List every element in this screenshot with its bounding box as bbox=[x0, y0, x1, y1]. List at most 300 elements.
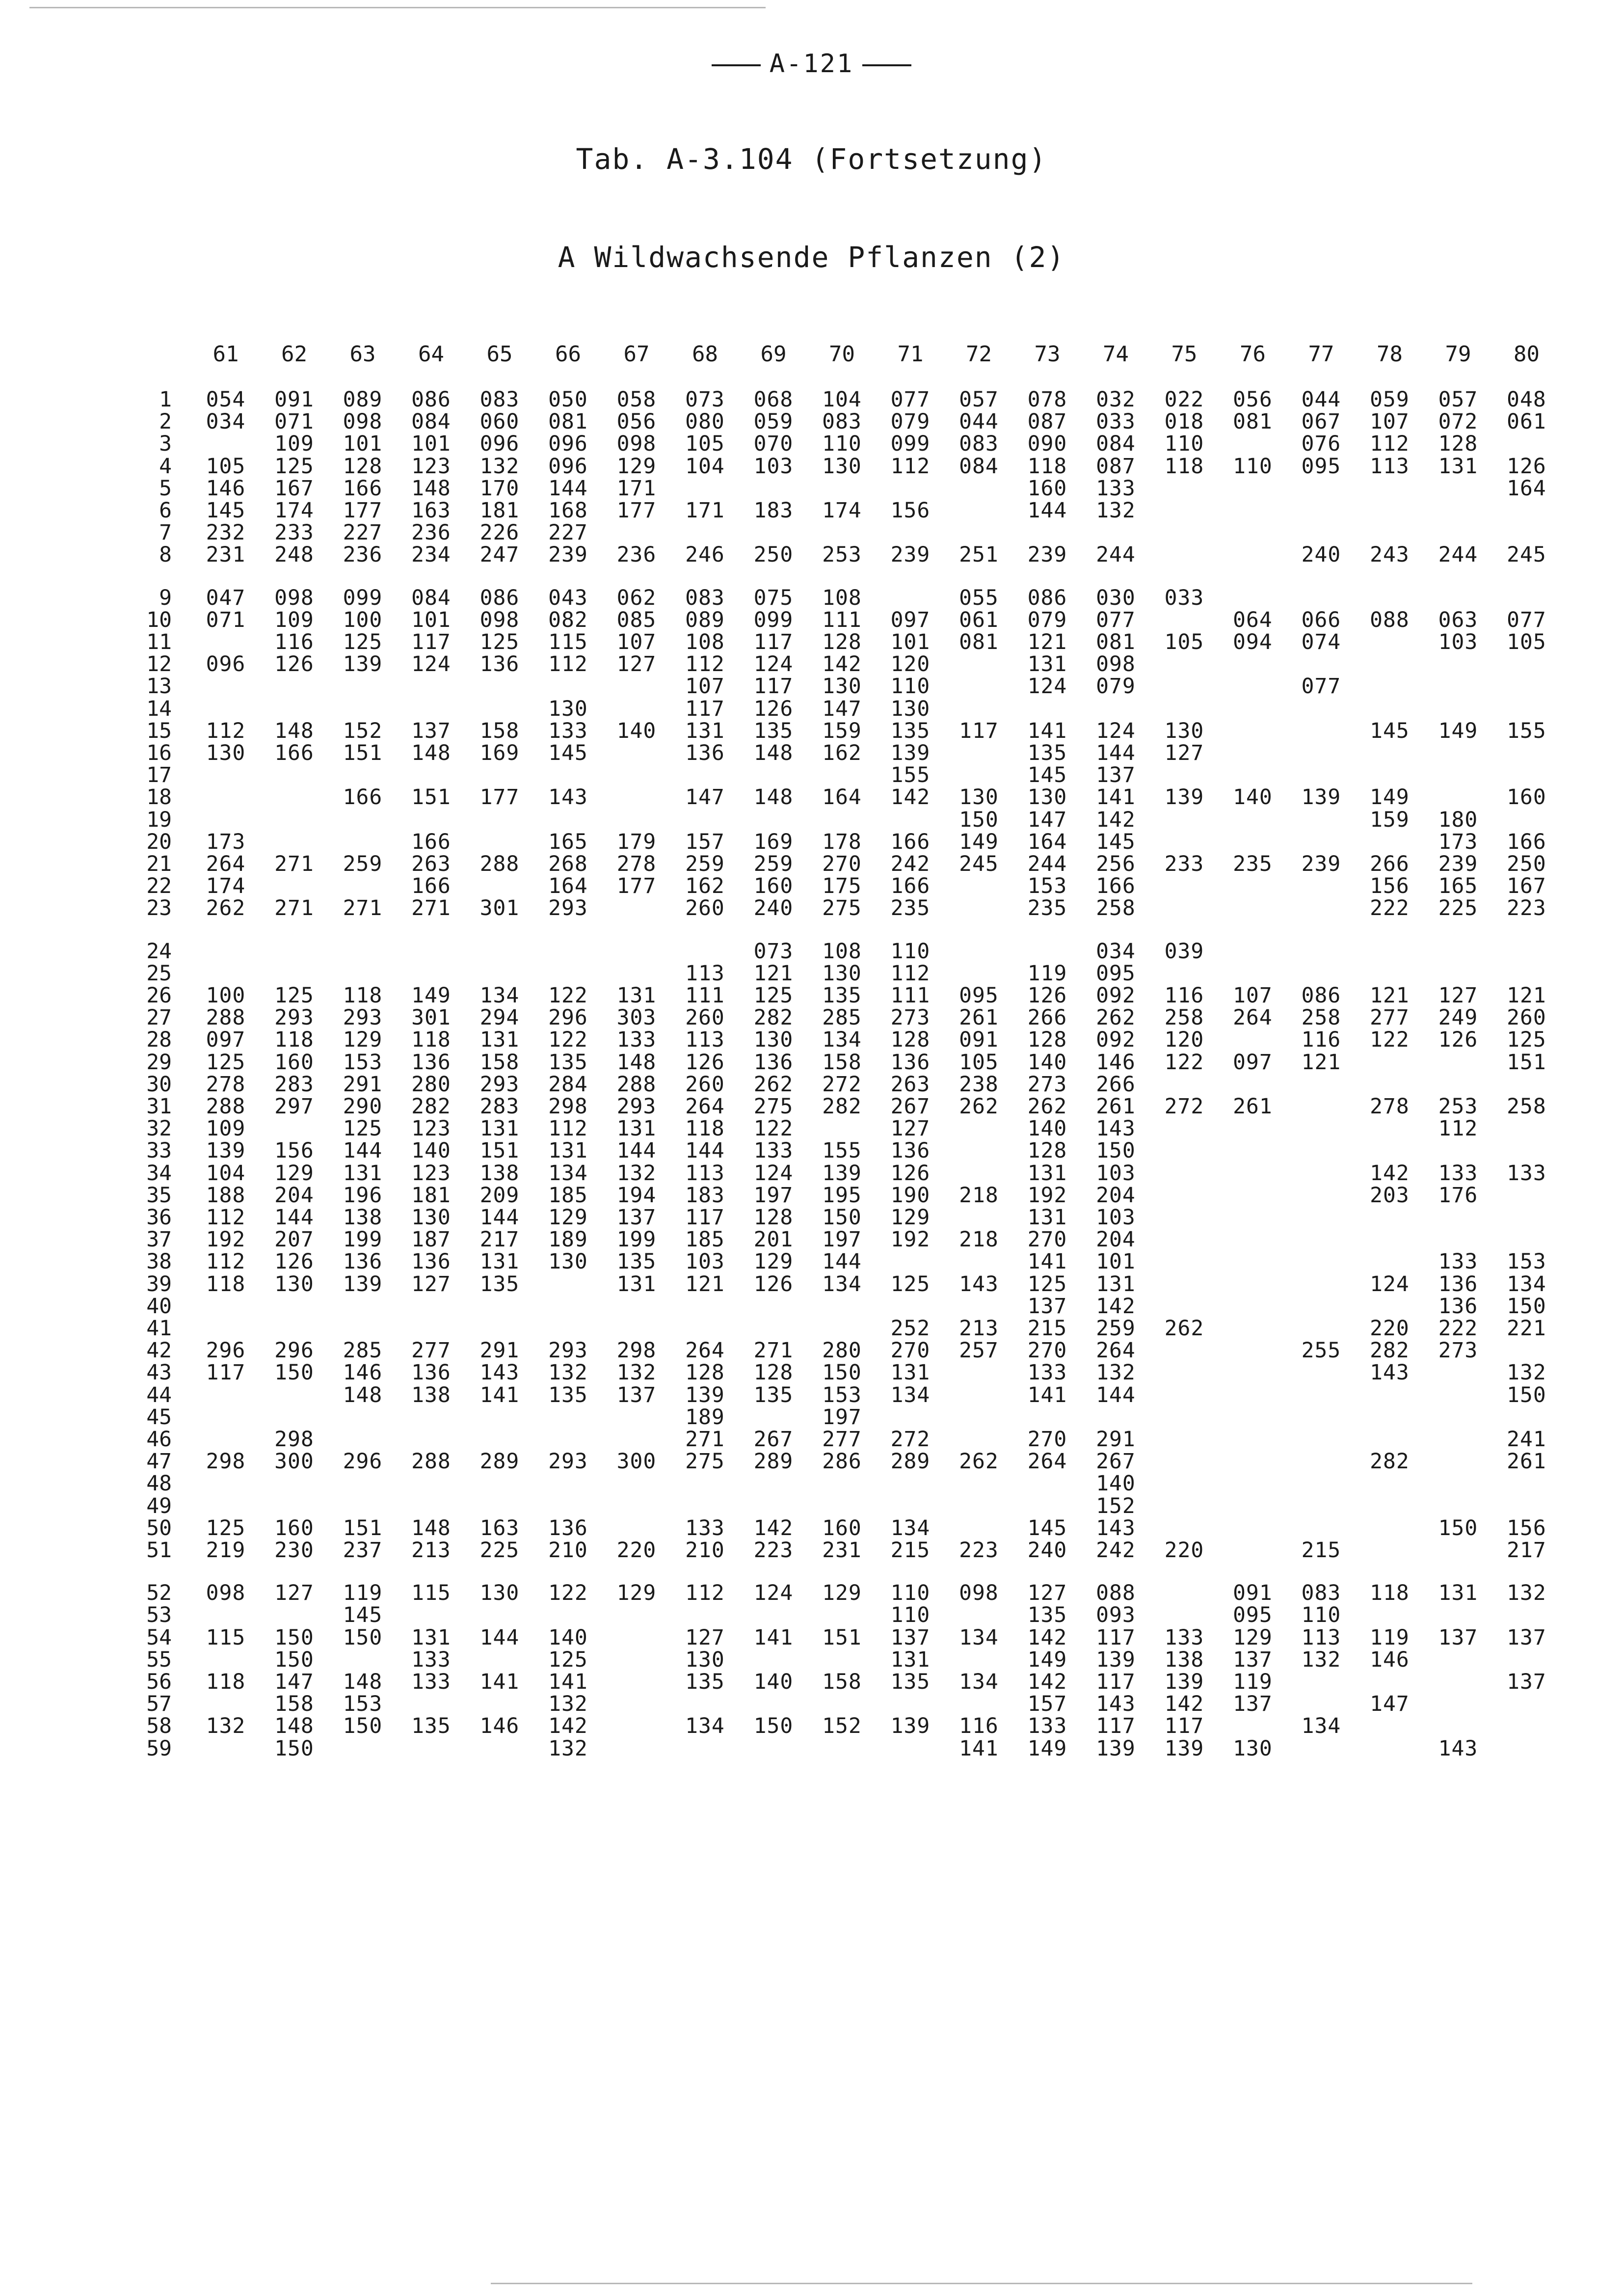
row-number: 40 bbox=[146, 1294, 172, 1319]
table-cell: 095 bbox=[1233, 1603, 1273, 1628]
table-cell: 167 bbox=[274, 476, 314, 501]
table-cell: 129 bbox=[890, 1205, 931, 1230]
table-row bbox=[0, 1296, 1623, 1318]
table-cell: 285 bbox=[343, 1338, 383, 1363]
table-cell: 270 bbox=[1027, 1338, 1067, 1363]
table-cell: 178 bbox=[822, 829, 862, 854]
table-row bbox=[0, 522, 1623, 544]
table-cell: 150 bbox=[822, 1205, 862, 1230]
scan-edge-top bbox=[29, 7, 766, 8]
table-cell: 235 bbox=[1233, 852, 1273, 876]
table-cell: 240 bbox=[1301, 542, 1341, 567]
row-number: 26 bbox=[146, 983, 172, 1008]
table-cell: 203 bbox=[1370, 1183, 1410, 1208]
table-cell: 121 bbox=[1301, 1050, 1341, 1075]
table-cell: 261 bbox=[1507, 1449, 1546, 1474]
table-cell: 159 bbox=[1370, 807, 1410, 832]
column-header: 61 bbox=[213, 342, 239, 367]
table-cell: 133 bbox=[685, 1515, 725, 1540]
table-cell: 266 bbox=[1370, 852, 1410, 876]
table-cell: 187 bbox=[411, 1227, 451, 1252]
table-cell: 136 bbox=[753, 1050, 794, 1075]
table-cell: 220 bbox=[1164, 1538, 1204, 1563]
table-cell: 134 bbox=[685, 1714, 725, 1739]
page-number bbox=[0, 49, 1623, 79]
table-cell: 144 bbox=[1096, 1382, 1136, 1407]
table-cell: 147 bbox=[1027, 807, 1067, 832]
table-cell: 128 bbox=[753, 1360, 794, 1385]
table-cell: 132 bbox=[616, 1360, 657, 1385]
table-cell: 249 bbox=[1438, 1005, 1478, 1030]
table-cell: 204 bbox=[274, 1183, 314, 1208]
table-cell: 151 bbox=[411, 785, 451, 810]
table-row bbox=[0, 1604, 1623, 1626]
table-cell: 149 bbox=[1438, 718, 1478, 743]
table-cell: 258 bbox=[1301, 1005, 1341, 1030]
table-cell: 222 bbox=[1370, 896, 1410, 921]
table-row bbox=[0, 1517, 1623, 1540]
table-cell: 123 bbox=[411, 454, 451, 479]
table-cell: 166 bbox=[1507, 829, 1546, 854]
table-row bbox=[0, 411, 1623, 433]
table-cell: 137 bbox=[1233, 1647, 1273, 1672]
table-cell: 132 bbox=[548, 1736, 588, 1761]
table-cell: 109 bbox=[206, 1116, 246, 1141]
table-cell: 155 bbox=[822, 1138, 862, 1163]
table-cell: 148 bbox=[274, 1714, 314, 1739]
table-cell: 278 bbox=[1370, 1094, 1410, 1119]
table-cell: 296 bbox=[206, 1338, 246, 1363]
table-cell: 128 bbox=[753, 1205, 794, 1230]
table-cell: 081 bbox=[959, 630, 999, 654]
table-cell: 150 bbox=[343, 1714, 383, 1739]
table-cell: 145 bbox=[548, 741, 588, 765]
table-cell: 160 bbox=[1507, 785, 1546, 810]
table-cell: 225 bbox=[1438, 896, 1478, 921]
table-row bbox=[0, 587, 1623, 609]
table-cell: 148 bbox=[411, 741, 451, 765]
table-cell: 113 bbox=[685, 1027, 725, 1053]
row-number: 22 bbox=[146, 874, 172, 899]
table-cell: 132 bbox=[1301, 1647, 1341, 1672]
table-cell: 034 bbox=[1096, 939, 1136, 964]
row-number: 24 bbox=[146, 939, 172, 964]
table-cell: 125 bbox=[343, 1116, 383, 1141]
table-cell: 204 bbox=[1096, 1183, 1136, 1208]
table-cell: 132 bbox=[1096, 498, 1136, 523]
table-cell: 266 bbox=[1096, 1072, 1136, 1097]
table-cell: 282 bbox=[1370, 1338, 1410, 1363]
table-cell: 125 bbox=[274, 983, 314, 1008]
table-cell: 112 bbox=[685, 1581, 725, 1606]
table-cell: 108 bbox=[822, 585, 862, 610]
table-cell: 098 bbox=[343, 409, 383, 434]
table-cell: 135 bbox=[548, 1050, 588, 1075]
table-cell: 086 bbox=[411, 387, 451, 412]
table-cell: 166 bbox=[890, 874, 931, 899]
table-cell: 293 bbox=[479, 1072, 520, 1097]
table-cell: 094 bbox=[1233, 630, 1273, 654]
table-cell: 150 bbox=[753, 1714, 794, 1739]
table-cell: 256 bbox=[1096, 852, 1136, 876]
table-cell: 092 bbox=[1096, 1027, 1136, 1053]
row-number: 53 bbox=[146, 1603, 172, 1628]
table-cell: 282 bbox=[411, 1094, 451, 1119]
table-cell: 261 bbox=[1233, 1094, 1273, 1119]
table-cell: 118 bbox=[206, 1670, 246, 1694]
table-cell: 110 bbox=[822, 432, 862, 457]
table-cell: 117 bbox=[411, 630, 451, 654]
table-cell: 272 bbox=[822, 1072, 862, 1097]
row-number: 7 bbox=[159, 520, 172, 545]
table-cell: 289 bbox=[479, 1449, 520, 1474]
table-cell: 112 bbox=[206, 1249, 246, 1274]
table-cell: 148 bbox=[411, 1515, 451, 1540]
table-cell: 190 bbox=[890, 1183, 931, 1208]
table-cell: 231 bbox=[822, 1538, 862, 1563]
table-cell: 124 bbox=[1370, 1271, 1410, 1297]
table-cell: 252 bbox=[890, 1316, 931, 1341]
table-cell: 132 bbox=[548, 1360, 588, 1385]
table-row bbox=[0, 1096, 1623, 1118]
table-cell: 175 bbox=[822, 874, 862, 899]
table-cell: 110 bbox=[1301, 1603, 1341, 1628]
table-cell: 122 bbox=[1164, 1050, 1204, 1075]
table-cell: 271 bbox=[274, 896, 314, 921]
table-cell: 243 bbox=[1370, 542, 1410, 567]
table-row bbox=[0, 764, 1623, 786]
table-cell: 227 bbox=[343, 520, 383, 545]
table-cell: 135 bbox=[1027, 741, 1067, 765]
table-cell: 143 bbox=[959, 1271, 999, 1297]
table-cell: 110 bbox=[890, 1581, 931, 1606]
table-cell: 126 bbox=[890, 1161, 931, 1186]
table-cell: 181 bbox=[479, 498, 520, 523]
column-header: 69 bbox=[760, 342, 787, 367]
table-cell: 283 bbox=[274, 1072, 314, 1097]
table-cell: 174 bbox=[274, 498, 314, 523]
table-cell: 121 bbox=[753, 961, 794, 986]
table-cell: 298 bbox=[274, 1427, 314, 1452]
table-cell: 112 bbox=[206, 1205, 246, 1230]
table-cell: 151 bbox=[343, 741, 383, 765]
table-cell: 117 bbox=[753, 674, 794, 699]
table-cell: 130 bbox=[548, 696, 588, 721]
table-cell: 098 bbox=[1096, 652, 1136, 677]
table-cell: 135 bbox=[890, 1670, 931, 1694]
table-cell: 117 bbox=[685, 1205, 725, 1230]
table-cell: 261 bbox=[959, 1005, 999, 1030]
table-cell: 128 bbox=[890, 1027, 931, 1053]
table-cell: 282 bbox=[822, 1094, 862, 1119]
table-cell: 237 bbox=[343, 1538, 383, 1563]
table-cell: 141 bbox=[1027, 1249, 1067, 1274]
table-cell: 131 bbox=[479, 1027, 520, 1053]
table-cell: 099 bbox=[890, 432, 931, 457]
table-cell: 160 bbox=[274, 1515, 314, 1540]
table-cell: 259 bbox=[685, 852, 725, 876]
table-cell: 119 bbox=[343, 1581, 383, 1606]
table-cell: 127 bbox=[616, 652, 657, 677]
column-header: 78 bbox=[1377, 342, 1403, 367]
table-cell: 181 bbox=[411, 1183, 451, 1208]
table-cell: 123 bbox=[411, 1116, 451, 1141]
table-cell: 125 bbox=[479, 630, 520, 654]
row-number: 36 bbox=[146, 1205, 172, 1230]
table-cell: 098 bbox=[206, 1581, 246, 1606]
table-cell: 168 bbox=[548, 498, 588, 523]
row-number: 37 bbox=[146, 1227, 172, 1252]
row-number: 43 bbox=[146, 1360, 172, 1385]
table-cell: 130 bbox=[548, 1249, 588, 1274]
table-cell: 112 bbox=[890, 454, 931, 479]
table-cell: 131 bbox=[343, 1161, 383, 1186]
table-cell: 250 bbox=[753, 542, 794, 567]
table-cell: 132 bbox=[206, 1714, 246, 1739]
table-row bbox=[0, 389, 1623, 411]
table-cell: 223 bbox=[1507, 896, 1546, 921]
table-cell: 077 bbox=[1507, 607, 1546, 632]
table-cell: 128 bbox=[1027, 1027, 1067, 1053]
table-row bbox=[0, 1052, 1623, 1074]
row-number: 41 bbox=[146, 1316, 172, 1341]
table-cell: 141 bbox=[959, 1736, 999, 1761]
table-cell: 134 bbox=[959, 1625, 999, 1650]
table-cell: 142 bbox=[1370, 1161, 1410, 1186]
table-cell: 240 bbox=[1027, 1538, 1067, 1563]
table-cell: 293 bbox=[548, 896, 588, 921]
table-cell: 226 bbox=[479, 520, 520, 545]
table-cell: 239 bbox=[548, 542, 588, 567]
table-cell: 104 bbox=[822, 387, 862, 412]
table-cell: 121 bbox=[1507, 983, 1546, 1008]
table-row bbox=[0, 875, 1623, 897]
table-row bbox=[0, 720, 1623, 742]
table-cell: 225 bbox=[479, 1538, 520, 1563]
table-cell: 089 bbox=[343, 387, 383, 412]
column-header-row bbox=[0, 344, 1623, 366]
table-cell: 139 bbox=[1164, 1670, 1204, 1694]
table-cell: 100 bbox=[343, 607, 383, 632]
table-cell: 171 bbox=[616, 476, 657, 501]
row-number: 15 bbox=[146, 718, 172, 743]
table-cell: 130 bbox=[959, 785, 999, 810]
table-cell: 117 bbox=[1096, 1670, 1136, 1694]
table-cell: 140 bbox=[616, 718, 657, 743]
table-cell: 101 bbox=[343, 432, 383, 457]
table-cell: 156 bbox=[1370, 874, 1410, 899]
table-cell: 262 bbox=[959, 1449, 999, 1474]
table-cell: 134 bbox=[890, 1515, 931, 1540]
table-cell: 034 bbox=[206, 409, 246, 434]
table-cell: 098 bbox=[274, 585, 314, 610]
table-cell: 116 bbox=[1164, 983, 1204, 1008]
table-cell: 126 bbox=[1507, 454, 1546, 479]
table-cell: 105 bbox=[1507, 630, 1546, 654]
table-row bbox=[0, 742, 1623, 764]
table-cell: 096 bbox=[206, 652, 246, 677]
table-cell: 139 bbox=[206, 1138, 246, 1163]
table-cell: 127 bbox=[1027, 1581, 1067, 1606]
table-cell: 131 bbox=[1438, 1581, 1478, 1606]
table-cell: 110 bbox=[890, 939, 931, 964]
table-cell: 158 bbox=[479, 718, 520, 743]
table-cell: 130 bbox=[206, 741, 246, 765]
table-cell: 260 bbox=[685, 896, 725, 921]
table-cell: 298 bbox=[616, 1338, 657, 1363]
table-cell: 125 bbox=[206, 1515, 246, 1540]
table-cell: 081 bbox=[1233, 409, 1273, 434]
table-cell: 146 bbox=[1370, 1647, 1410, 1672]
table-cell: 130 bbox=[753, 1027, 794, 1053]
table-cell: 152 bbox=[822, 1714, 862, 1739]
table-cell: 294 bbox=[479, 1005, 520, 1030]
row-number: 23 bbox=[146, 896, 172, 921]
table-cell: 267 bbox=[753, 1427, 794, 1452]
table-cell: 131 bbox=[1027, 1205, 1067, 1230]
table-cell: 210 bbox=[548, 1538, 588, 1563]
table-cell: 096 bbox=[548, 432, 588, 457]
table-cell: 150 bbox=[822, 1360, 862, 1385]
table-cell: 264 bbox=[206, 852, 246, 876]
table-cell: 113 bbox=[1370, 454, 1410, 479]
table-cell: 137 bbox=[1096, 763, 1136, 788]
dash-right bbox=[862, 64, 911, 66]
table-cell: 122 bbox=[753, 1116, 794, 1141]
table-cell: 163 bbox=[411, 498, 451, 523]
table-cell: 101 bbox=[890, 630, 931, 654]
table-cell: 118 bbox=[411, 1027, 451, 1053]
table-cell: 018 bbox=[1164, 409, 1204, 434]
table-cell: 131 bbox=[685, 718, 725, 743]
table-cell: 055 bbox=[959, 585, 999, 610]
table-row bbox=[0, 433, 1623, 455]
column-header: 75 bbox=[1171, 342, 1197, 367]
table-cell: 105 bbox=[1164, 630, 1204, 654]
table-cell: 117 bbox=[1096, 1714, 1136, 1739]
table-cell: 264 bbox=[685, 1338, 725, 1363]
table-cell: 143 bbox=[1096, 1515, 1136, 1540]
row-number: 46 bbox=[146, 1427, 172, 1452]
table-cell: 138 bbox=[343, 1205, 383, 1230]
table-cell: 066 bbox=[1301, 607, 1341, 632]
table-cell: 076 bbox=[1301, 432, 1341, 457]
table-row bbox=[0, 500, 1623, 522]
table-cell: 289 bbox=[890, 1449, 931, 1474]
table-cell: 291 bbox=[479, 1338, 520, 1363]
table-cell: 273 bbox=[890, 1005, 931, 1030]
table-cell: 128 bbox=[1027, 1138, 1067, 1163]
table-caption: Tab. A-3.104 (Fortsetzung) bbox=[576, 142, 1047, 176]
table-cell: 166 bbox=[1096, 874, 1136, 899]
table-cell: 140 bbox=[753, 1670, 794, 1694]
row-number: 50 bbox=[146, 1515, 172, 1540]
table-cell: 271 bbox=[685, 1427, 725, 1452]
table-cell: 271 bbox=[411, 896, 451, 921]
table-cell: 150 bbox=[343, 1625, 383, 1650]
table-cell: 084 bbox=[411, 585, 451, 610]
table-cell: 258 bbox=[1096, 896, 1136, 921]
table-cell: 133 bbox=[1027, 1714, 1067, 1739]
table-cell: 242 bbox=[890, 852, 931, 876]
row-number: 55 bbox=[146, 1647, 172, 1672]
table-cell: 298 bbox=[548, 1094, 588, 1119]
table-cell: 153 bbox=[343, 1050, 383, 1075]
table-cell: 247 bbox=[479, 542, 520, 567]
table-cell: 262 bbox=[753, 1072, 794, 1097]
table-cell: 264 bbox=[1027, 1449, 1067, 1474]
table-cell: 104 bbox=[206, 1161, 246, 1186]
table-cell: 280 bbox=[822, 1338, 862, 1363]
table-cell: 110 bbox=[890, 1603, 931, 1628]
table-row bbox=[0, 963, 1623, 985]
table-cell: 145 bbox=[1027, 763, 1067, 788]
table-cell: 272 bbox=[890, 1427, 931, 1452]
table-cell: 158 bbox=[479, 1050, 520, 1075]
table-cell: 194 bbox=[616, 1183, 657, 1208]
table-cell: 126 bbox=[753, 696, 794, 721]
table-row bbox=[0, 1362, 1623, 1384]
table-cell: 112 bbox=[890, 961, 931, 986]
table-cell: 129 bbox=[822, 1581, 862, 1606]
table-cell: 118 bbox=[343, 983, 383, 1008]
table-cell: 174 bbox=[822, 498, 862, 523]
table-cell: 117 bbox=[959, 718, 999, 743]
table-cell: 136 bbox=[890, 1138, 931, 1163]
table-cell: 144 bbox=[548, 476, 588, 501]
table-row bbox=[0, 1318, 1623, 1340]
table-cell: 233 bbox=[274, 520, 314, 545]
table-cell: 112 bbox=[1370, 432, 1410, 457]
table-cell: 136 bbox=[343, 1249, 383, 1274]
table-cell: 134 bbox=[479, 983, 520, 1008]
table-cell: 142 bbox=[1164, 1692, 1204, 1717]
table-cell: 303 bbox=[616, 1005, 657, 1030]
table-cell: 126 bbox=[274, 1249, 314, 1274]
table-cell: 098 bbox=[479, 607, 520, 632]
table-cell: 235 bbox=[1027, 896, 1067, 921]
table-cell: 117 bbox=[1096, 1625, 1136, 1650]
table-cell: 215 bbox=[1027, 1316, 1067, 1341]
row-number: 8 bbox=[159, 542, 172, 567]
table-cell: 166 bbox=[343, 785, 383, 810]
table-cell: 132 bbox=[479, 454, 520, 479]
row-number: 21 bbox=[146, 852, 172, 876]
table-cell: 137 bbox=[616, 1382, 657, 1407]
table-cell: 218 bbox=[959, 1227, 999, 1252]
table-cell: 067 bbox=[1301, 409, 1341, 434]
table-cell: 219 bbox=[206, 1538, 246, 1563]
table-cell: 234 bbox=[411, 542, 451, 567]
table-cell: 032 bbox=[1096, 387, 1136, 412]
table-cell: 164 bbox=[1027, 829, 1067, 854]
table-cell: 095 bbox=[1301, 454, 1341, 479]
table-cell: 083 bbox=[685, 585, 725, 610]
row-number: 39 bbox=[146, 1271, 172, 1297]
row-number: 18 bbox=[146, 785, 172, 810]
table-cell: 139 bbox=[890, 741, 931, 765]
table-cell: 179 bbox=[616, 829, 657, 854]
table-cell: 131 bbox=[548, 1138, 588, 1163]
row-number: 4 bbox=[159, 454, 172, 479]
table-cell: 141 bbox=[479, 1670, 520, 1694]
table-cell: 118 bbox=[206, 1271, 246, 1297]
table-cell: 150 bbox=[274, 1625, 314, 1650]
table-cell: 098 bbox=[959, 1581, 999, 1606]
table-cell: 139 bbox=[890, 1714, 931, 1739]
table-row bbox=[0, 698, 1623, 720]
table-row bbox=[0, 1473, 1623, 1495]
